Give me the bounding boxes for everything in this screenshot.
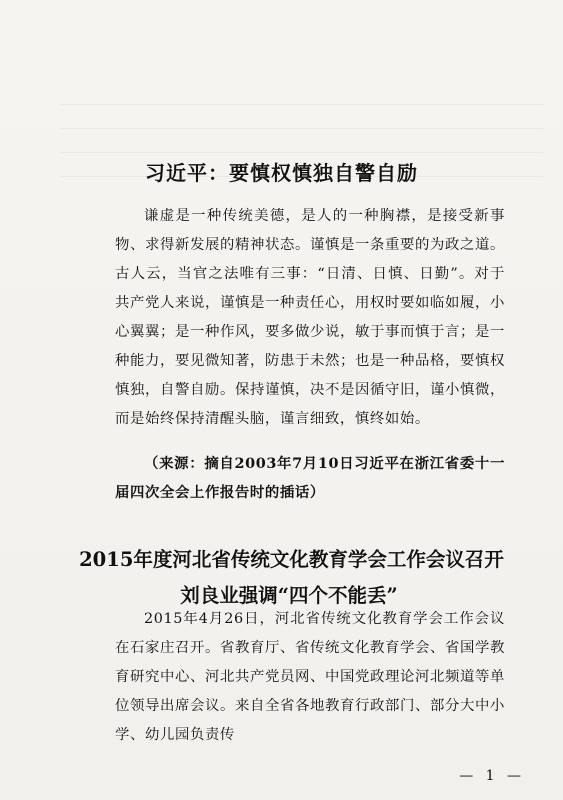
bleed-through-line bbox=[60, 104, 543, 105]
article-1-body: 谦虚是一种传统美德，是人的一种胸襟，是接受新事物、求得新发展的精神状态。谨慎是一条重要的为政之道。古人云，当官之法唯有三事：“日清、日慎、日勤”。对于共产党人来说，谨慎是一种责任心，用权时要如临如履，小心翼翼；是一种作风，要多做少说，敏于事而慎于言；是一种能力，要见微知著，防患于未然；也是一种品格，要慎权慎独，自警自励。保持谨慎，决不是因循守旧，谨小慎微，而是始终保持清醒头脑，谨言细致，慎终如始。 bbox=[115, 208, 505, 427]
page-number: — 1 — bbox=[459, 768, 525, 784]
article-1-source: （来源：摘自2003年7月10日习近平在浙江省委十一届四次全会上作报告时的插话） bbox=[115, 455, 505, 501]
article-2-body: 2015年4月26日，河北省传统文化教育学会工作会议在石家庄召开。省教育厅、省传统文化教育学会、省国学教育研究中心、河北共产党员网、中国党政理论河北频道等单位领导出席会议。来自全省各地教育行政部门、部分大中小学、幼儿园负责传 bbox=[115, 611, 505, 743]
article-2-title-line-2: 刘良业强调“四个不能丢” bbox=[180, 584, 398, 607]
bleed-through-line bbox=[60, 128, 543, 129]
bleed-through-line bbox=[60, 152, 543, 153]
article-2-title-line-1: 2015年度河北省传统文化教育学会工作会议召开 bbox=[79, 548, 504, 571]
article-1-title: 习近平：要慎权慎独自警自励 bbox=[145, 161, 418, 185]
